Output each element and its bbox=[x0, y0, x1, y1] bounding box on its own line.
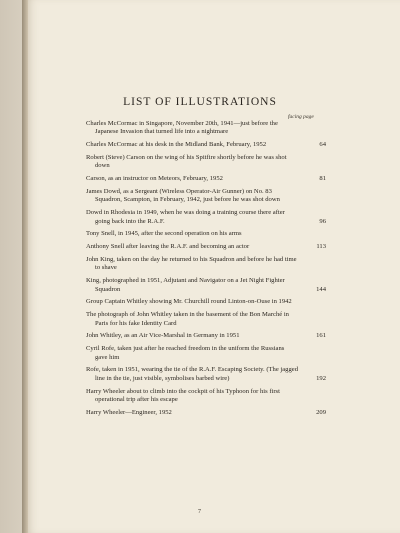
list-item bbox=[86, 141, 326, 149]
entry-text: The photograph of John Whitley taken in the basement of the Bon Marché in Paris for his fake Identity Card bbox=[86, 311, 289, 327]
page-number: 81 bbox=[319, 175, 326, 183]
entry-text: Charles McCormac at his desk in the Midland Bank, February, 1952 bbox=[86, 141, 267, 149]
page-number: 64 bbox=[319, 141, 326, 149]
entry-text: Charles McCormac in Singapore, November 20th, 1941—just before the Japanese Invasion that turned life into a nightmare bbox=[86, 120, 278, 136]
entry-text: Group Captain Whitley showing Mr. Churchill round Linton-on-Ouse in 1942 bbox=[86, 298, 292, 306]
page-number: 209 bbox=[316, 408, 326, 416]
page-number: 161 bbox=[316, 332, 326, 340]
entry-text: Cyril Rofe, taken just after he reached freedom in the uniform the Russians gave him bbox=[86, 345, 285, 361]
page-number: 144 bbox=[316, 285, 326, 293]
page-folio: 7 bbox=[198, 509, 201, 515]
list-item bbox=[86, 345, 318, 362]
page-number: 96 bbox=[319, 217, 326, 225]
list-item bbox=[86, 408, 326, 417]
facing-page-label: facing page bbox=[288, 114, 314, 120]
entry-text: John King, taken on the day he returned to his Squadron and before he had time to shave bbox=[86, 256, 297, 272]
page-number: 192 bbox=[316, 374, 326, 382]
entry-text: Carson, as an instructor on Meteors, February, 1952 bbox=[86, 175, 223, 183]
list-item bbox=[86, 175, 326, 183]
list-item bbox=[86, 388, 318, 405]
list-item bbox=[86, 298, 318, 306]
page-number: 113 bbox=[316, 243, 326, 251]
list-item bbox=[86, 332, 326, 340]
list-item bbox=[86, 366, 326, 383]
illustrations-list bbox=[86, 120, 326, 422]
entry-text: Rofe, taken in 1951, wearing the tie of the R.A.F. Escaping Society. (The jagged line in the tie, just visible, symbolises barbed wire) bbox=[86, 366, 299, 382]
book-gutter bbox=[22, 0, 28, 533]
entry-text: Anthony Snell after leaving the R.A.F. and becoming an actor bbox=[86, 243, 250, 251]
list-item bbox=[86, 230, 318, 238]
entry-text: Harry Wheeler—Engineer, 1952 bbox=[86, 408, 172, 416]
list-item bbox=[86, 188, 318, 205]
page-title: LIST OF ILLUSTRATIONS bbox=[123, 96, 277, 108]
entry-text: Dowd in Rhodesia in 1949, when he was doing a training course there after going back into the R.A.F. bbox=[86, 209, 285, 225]
list-item bbox=[86, 209, 326, 226]
entry-text: James Dowd, as a Sergeant (Wireless Operator-Air Gunner) on No. 83 Squadron, Scampton, in February, 1942, just before he was shot down bbox=[86, 188, 280, 204]
entry-text: Tony Snell, in 1945, after the second operation on his arms bbox=[86, 230, 242, 238]
list-item bbox=[86, 120, 318, 137]
entry-text: King, photographed in 1951, Adjutant and Navigator on a Jet Night Fighter Squadron bbox=[86, 277, 285, 293]
list-item bbox=[86, 256, 318, 273]
list-item bbox=[86, 277, 326, 294]
entry-text: John Whitley, as an Air Vice-Marshal in Germany in 1951 bbox=[86, 332, 240, 340]
entry-text: Robert (Steve) Carson on the wing of his Spitfire shortly before he was shot down bbox=[86, 154, 287, 170]
list-item bbox=[86, 243, 326, 251]
list-item bbox=[86, 154, 318, 171]
list-item bbox=[86, 311, 318, 328]
entry-text: Harry Wheeler about to climb into the cockpit of his Typhoon for his first operational trip after his escape bbox=[86, 387, 280, 404]
